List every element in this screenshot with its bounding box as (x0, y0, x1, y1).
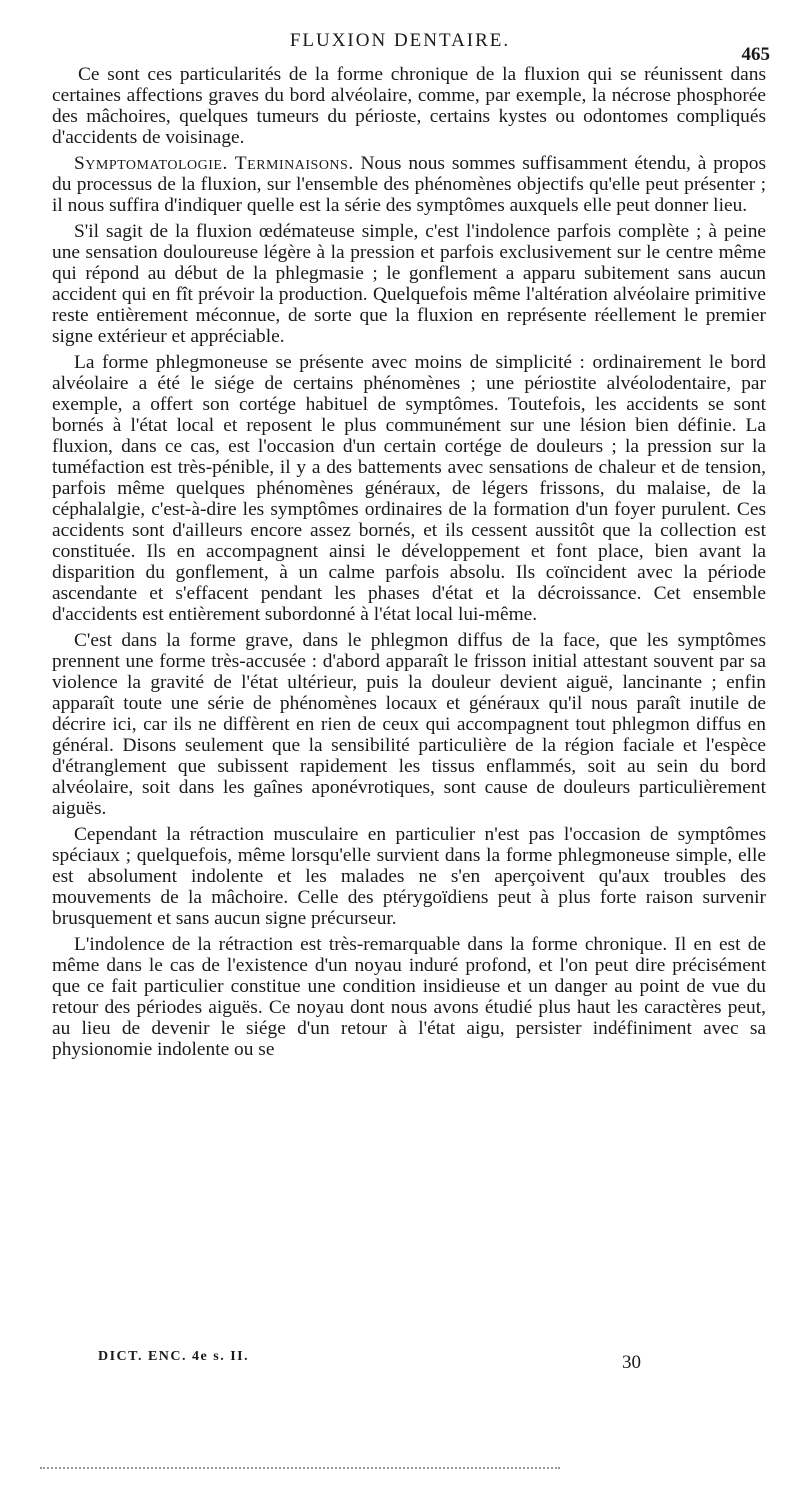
page-number: 465 (741, 44, 770, 65)
paragraph-2-text: Nous nous sommes suffisamment étendu, à propos du processus de la fluxion, sur l'ensemble des phénomènes objectifs qu'elle peut présenter ; il nous suffira d'indiquer quelle est la série des symptômes auxquels elle peut donner lieu. (52, 153, 766, 216)
bottom-divider (40, 1467, 560, 1469)
section-heading: Symptomatologie. Terminaisons. (74, 153, 354, 174)
running-title: FLUXION DENTAIRE. (289, 30, 511, 51)
footer-signature: DICT. ENC. 4e s. II. (98, 1349, 250, 1364)
paragraph-5: C'est dans la forme grave, dans le phlegmon diffus de la face, que les symptômes prennent une forme très-accusée : d'abord apparaît le frisson initial attestant souvent par sa violence la gravité de l'état ultérieur, puis la douleur devient aiguë, lancinante ; enfin apparaît toute une série de phénomènes locaux et généraux qu'il nous paraît inutile de décrire ici, car ils ne diffèrent en rien de ceux qui accompagnent tout phlegmon diffus en général. Disons seulement que la sensibilité particulière de la région faciale et l'espèce d'étranglement que subissent rapidement les tissus enflammés, soit au sein du bord alvéolaire, soit dans les gaînes aponévrotiques, sont cause de douleurs particulièrement aiguës. (52, 630, 766, 819)
paragraph-4: La forme phlegmoneuse se présente avec moins de simplicité : ordinairement le bord alvéolaire a été le siége de certains phénomènes ; une périostite alvéolodentaire, par exemple, a offert son cortége habituel de symptômes. Toutefois, les accidents se sont bornés à l'état local et reposent le plus communément sur une lésion bien définie. La fluxion, dans ce cas, est l'occasion d'un certain cortége de douleurs ; la pression sur la tuméfaction est très-pénible, il y a des battements avec sensations de chaleur et de tension, parfois même quelques phénomènes généraux, de légers frissons, du malaise, de la céphalalgie, c'est-à-dire les symptômes ordinaires de la formation d'un foyer purulent. Ces accidents sont d'ailleurs encore assez bornés, et ils cessent aussitôt que la collection est constituée. Ils en accompagnent ainsi le développement et font place, bien avant la disparition du gonflement, à un calme parfois absolu. Ils coïncident avec la période ascendante et s'effacent pendant les phases d'état et la décroissance. Cet ensemble d'accidents est entièrement subordonné à l'état local lui-même. (52, 352, 766, 625)
paragraph-2 (52, 153, 766, 216)
sheet-number: 30 (622, 1352, 641, 1373)
paragraph-3: S'il sagit de la fluxion œdémateuse simple, c'est l'indolence parfois complète ; à peine une sensation douloureuse légère à la pression et parfois exclusivement sur le centre même qui répond au début de la phlegmasie ; le gonflement a apparu subitement sans aucun accident qui en fît prévoir la production. Quelquefois même l'altération alvéolaire primitive reste entièrement méconnue, de sorte que la fluxion en représente réellement le premier signe extérieur et appréciable. (52, 221, 766, 347)
paragraph-6: Cependant la rétraction musculaire en particulier n'est pas l'occasion de symptômes spéciaux ; quelquefois, même lorsqu'elle survient dans la forme phlegmoneuse simple, elle est absolument indolente et les malades ne s'en aperçoivent qu'aux troubles des mouvements de la mâchoire. Celle des ptérygoïdiens peut à plus forte raison survenir brusquement et sans aucun signe précurseur. (52, 824, 766, 929)
body-text (52, 64, 766, 1065)
paragraph-7: L'indolence de la rétraction est très-remarquable dans la forme chronique. Il en est de même dans le cas de l'existence d'un noyau induré profond, et l'on peut dire précisément que ce fait particulier constitue une condition insidieuse et un danger au point de vue du retour des périodes aiguës. Ce noyau dont nous avons étudié plus haut les caractères peut, au lieu de devenir le siége d'un retour à l'état aigu, persister indéfiniment avec sa physionomie indolente ou se (52, 934, 766, 1060)
paragraph-1: Ce sont ces particularités de la forme chronique de la fluxion qui se réunissent dans certaines affections graves du bord alvéolaire, comme, par exemple, la nécrose phosphorée des mâchoires, quelques tumeurs du périoste, certains kystes ou odontomes compliqués d'accidents de voisinage. (52, 64, 766, 148)
